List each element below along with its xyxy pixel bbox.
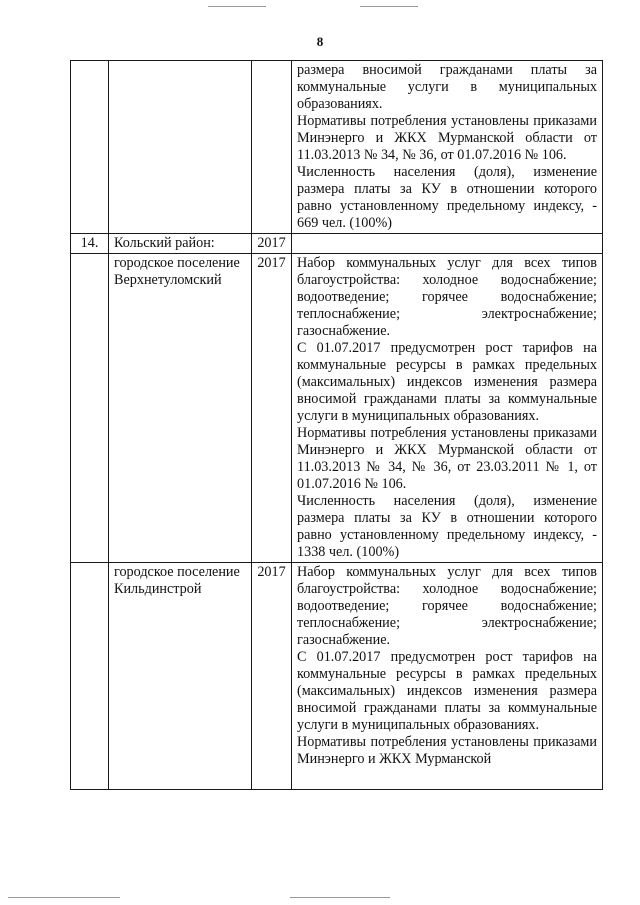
description-paragraph: С 01.07.2017 предусмотрен рост тарифов на коммунальные ресурсы в рамках предельных (максимальных) индексов изменения размера вносимой гражданами платы за коммунальные услуги в муниципальных образованиях. <box>297 340 597 424</box>
scan-artifact-bottom <box>8 897 120 898</box>
description-paragraph: Нормативы потребления установлены приказами Минэнерго и ЖКХ Мурманской области от 11.03.2013 № 34, № 36, от 01.07.2016 № 106. <box>297 113 597 163</box>
cell-year <box>252 61 292 234</box>
scan-artifact-top <box>360 6 418 7</box>
page-number: 8 <box>316 34 324 49</box>
district-year: 2017 <box>252 234 292 254</box>
scan-artifact-bottom <box>290 897 390 898</box>
district-name: Кольский район: <box>109 234 252 254</box>
description-paragraph: Численность населения (доля), изменение размера платы за КУ в отношении которого равно установленному предельному индексу, - 1338 чел. (100%) <box>297 493 597 560</box>
description-paragraph: размера вносимой гражданами платы за коммунальные услуги в муниципальных образованиях. <box>297 62 597 112</box>
settlement-name: городское поселение Верхнетуломский <box>109 254 252 563</box>
settlement-year: 2017 <box>252 254 292 563</box>
table-row-settlement <box>71 254 603 563</box>
settlement-year: 2017 <box>252 563 292 790</box>
description-paragraph: Численность населения (доля), изменение размера платы за КУ в отношении которого равно установленному предельному индексу, - 669 чел. (100%) <box>297 164 597 231</box>
data-table <box>70 60 603 790</box>
description-paragraph: Набор коммунальных услуг для всех типов благоустройства: холодное водоснабжение; водоотведение; горячее водоснабжение; теплоснабжение; электроснабжение; газоснабжение. <box>297 255 597 339</box>
cell-number <box>71 61 109 234</box>
cell-number <box>71 563 109 790</box>
cell-number <box>71 254 109 563</box>
description-paragraph: Набор коммунальных услуг для всех типов благоустройства: холодное водоснабжение; водоотведение; горячее водоснабжение; теплоснабжение; электроснабжение; газоснабжение. <box>297 564 597 648</box>
scan-artifact-top <box>208 6 266 7</box>
cell-description <box>292 234 603 254</box>
district-number: 14. <box>71 234 109 254</box>
cell-description <box>292 563 603 790</box>
settlement-name: городское поселение Кильдинстрой <box>109 563 252 790</box>
description-paragraph: С 01.07.2017 предусмотрен рост тарифов на коммунальные ресурсы в рамках предельных (максимальных) индексов изменения размера вносимой гражданами платы за коммунальные услуги в муниципальных образованиях. <box>297 649 597 733</box>
description-paragraph: Нормативы потребления установлены приказами Минэнерго и ЖКХ Мурманской области от 11.03.2013 № 34, № 36, от 23.03.2011 № 1, от 01.07.2016 № 106. <box>297 425 597 492</box>
table-row-district <box>71 234 603 254</box>
table-row-continued <box>71 61 603 234</box>
description-paragraph: Нормативы потребления установлены приказами Минэнерго и ЖКХ Мурманской <box>297 734 597 767</box>
cell-description <box>292 254 603 563</box>
cell-name <box>109 61 252 234</box>
table-row-settlement <box>71 563 603 790</box>
cell-description <box>292 61 603 234</box>
